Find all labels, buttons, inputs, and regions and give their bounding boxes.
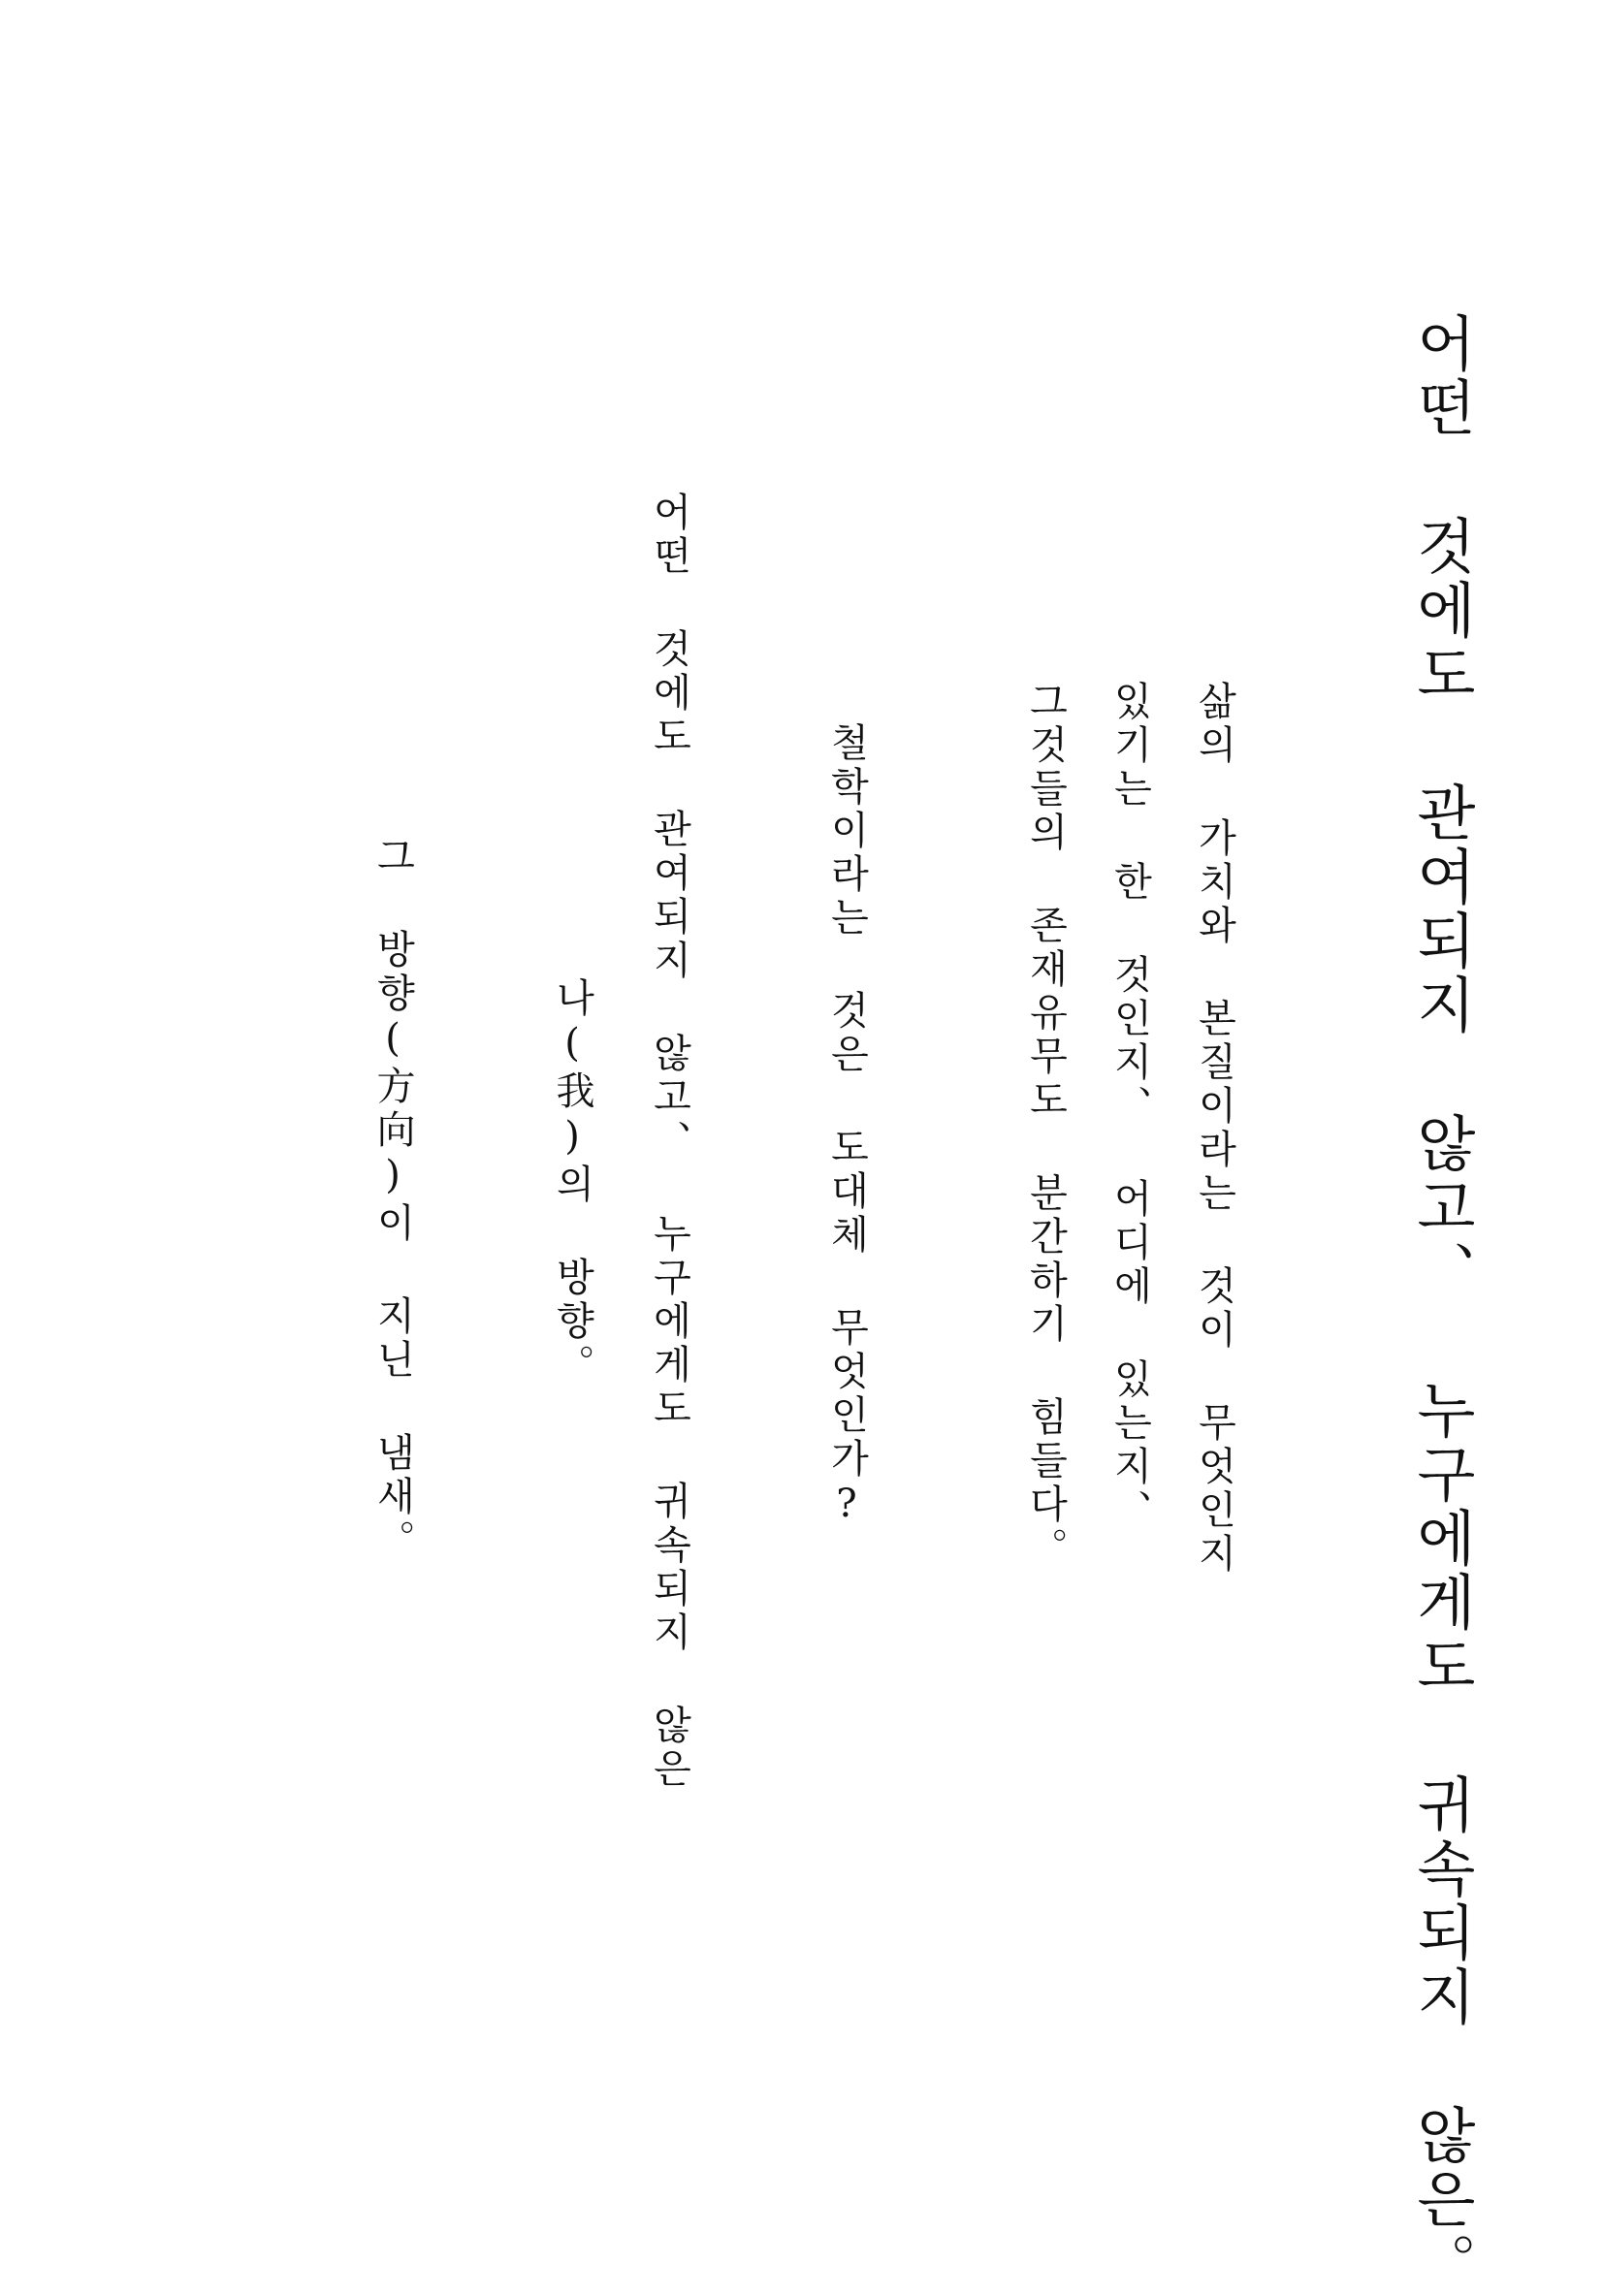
page-title: 어떤 것에도 관여되지 않고、 누구에게도 귀속되지 않은。	[1406, 312, 1477, 2296]
paragraph-2-line-1: 철학이라는 것은 도대체 무엇인가?	[824, 722, 869, 1531]
paragraph-1-line-3: 그것들의 존재유무도 분간하기 힘들다。	[1023, 681, 1068, 1571]
paragraph-4-line-1: 그 방향(方向)이 지닌 냄새。	[370, 836, 415, 1563]
paragraph-1-line-2: 있기는 한 것인지、 어디에 있는지、	[1107, 681, 1152, 1533]
paragraph-3-line-1: 어떤 것에도 관여되지 않고、 누구에게도 귀속되지 않은	[647, 492, 691, 1792]
paragraph-1-line-1: 삶의 가치와 본질이라는 것이 무엇인지	[1192, 681, 1236, 1577]
paragraph-3-line-2: 나(我)의 방향。	[550, 977, 594, 1387]
